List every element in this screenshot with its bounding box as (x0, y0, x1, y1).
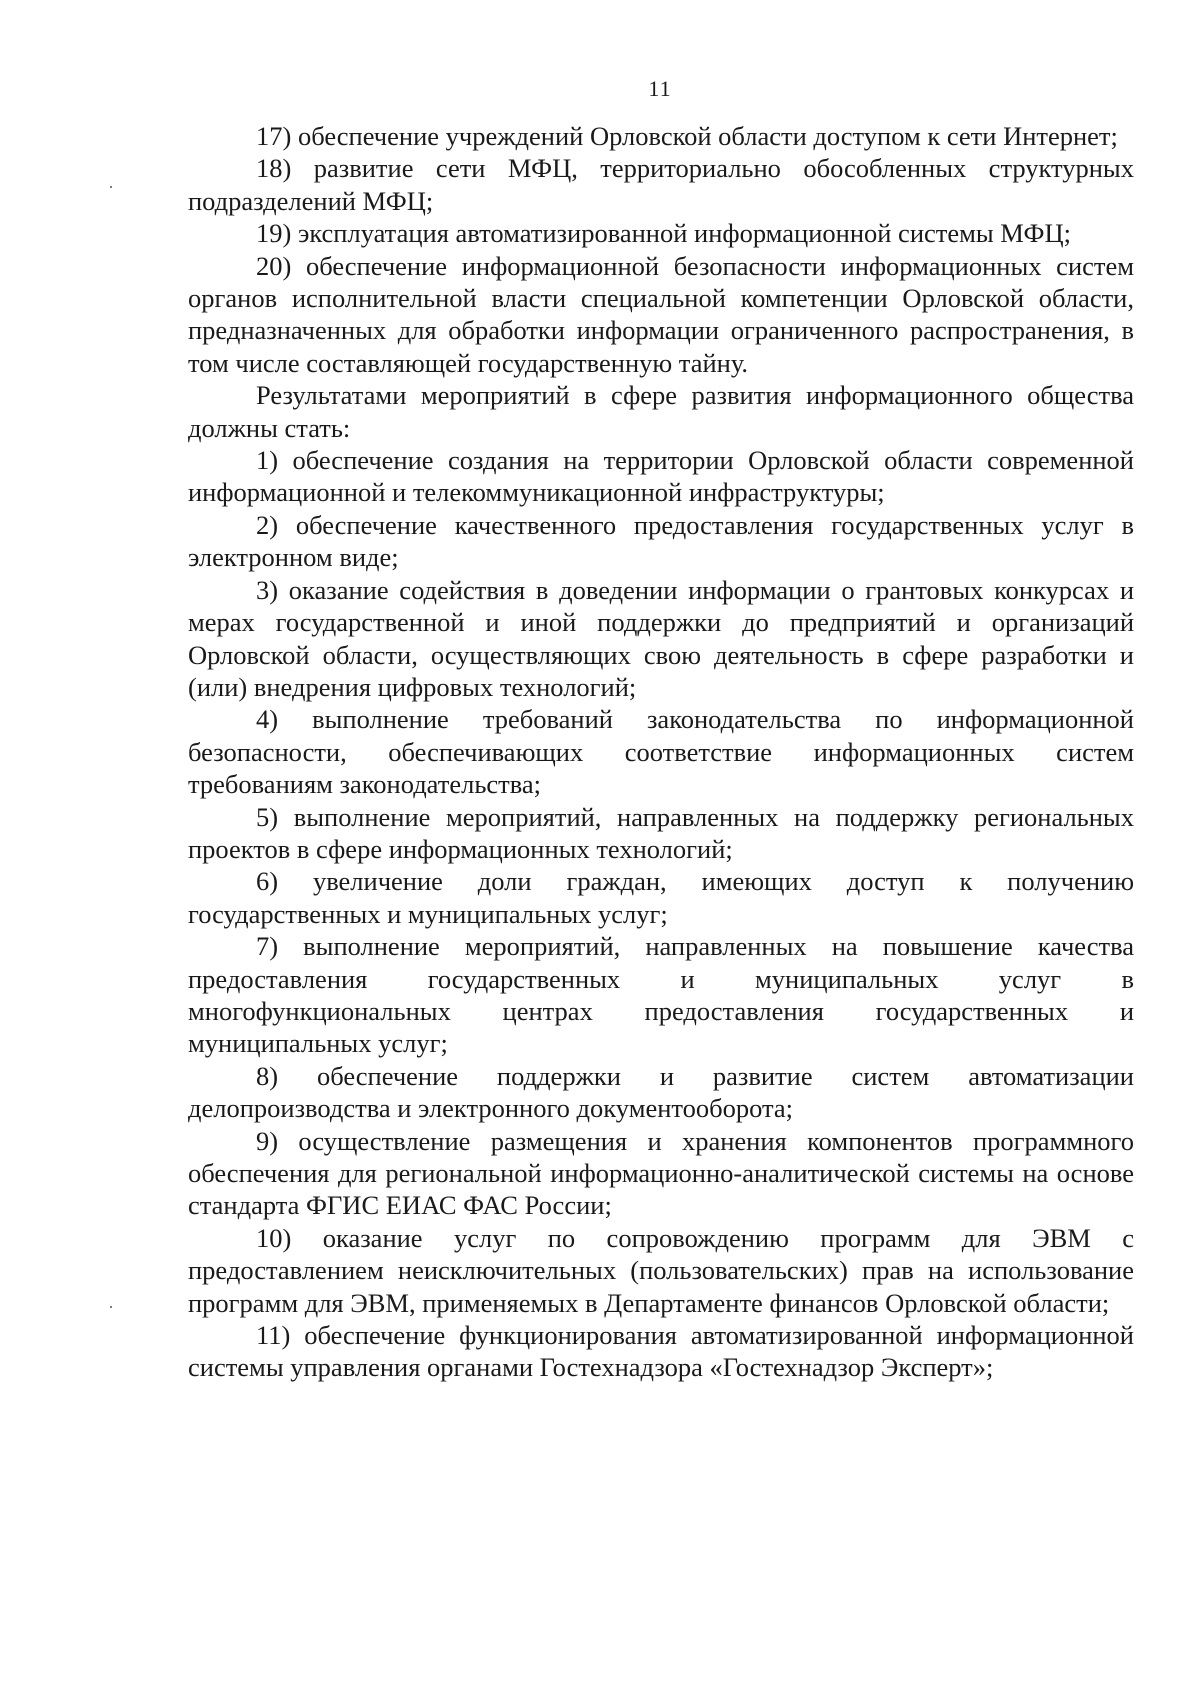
result-item-4: 4) выполнение требований законодательства по информационной безопасности, обеспечивающих соответствие информационных систем требованиям законодательства; (188, 704, 1134, 800)
result-item-11: 11) обеспечение функционирования автоматизированной информационной системы управления органами Гостехнадзора «Гостехнадзор Эксперт»; (188, 1320, 1134, 1383)
result-item-8: 8) обеспечение поддержки и развитие систем автоматизации делопроизводства и электронного документооборота; (188, 1060, 1134, 1124)
result-item-3: 3) оказание содействия в доведении информации о грантовых конкурсах и мерах государственной и иной поддержки до предприятий и организаций Орловской области, осуществляющих свою деятельность в сфере разработки и (или) внедрения цифровых технологий; (188, 574, 1134, 702)
result-item-2: 2) обеспечение качественного предоставления государственных услуг в электронном виде; (188, 509, 1134, 573)
result-item-1: 1) обеспечение создания на территории Орловской области современной информационной и телекоммуникационной инфраструктуры; (188, 445, 1134, 508)
paragraph-item-18: 18) развитие сети МФЦ, территориально обособленных структурных подразделений МФЦ; (188, 153, 1134, 216)
results-intro-paragraph: Результатами мероприятий в сфере развития информационного общества должны стать: (188, 380, 1134, 443)
page-number: 11 (648, 76, 672, 101)
scan-speck (110, 186, 112, 188)
paragraph-item-19: 19) эксплуатация автоматизированной информационной системы МФЦ; (256, 218, 1071, 249)
result-item-6: 6) увеличение доли граждан, имеющих доступ к получению государственных и муниципальных услуг; (188, 866, 1134, 929)
result-item-5: 5) выполнение мероприятий, направленных на поддержку региональных проектов в сфере информационных технологий; (188, 801, 1134, 864)
result-item-9: 9) осуществление размещения и хранения компонентов программного обеспечения для региональной информационно-аналитической системы на основе стандарта ФГИС ЕИАС ФАС России; (188, 1125, 1134, 1221)
paragraph-item-17: 17) обеспечение учреждений Орловской области доступом к сети Интернет; (256, 121, 1118, 151)
document-body (188, 120, 1134, 1384)
paragraph-item-20: 20) обеспечение информационной безопасности информационных систем органов исполнительной власти специальной компетенции Орловской области, предназначенных для обработки информации ограниченного распространения, в том числе составляющей государственную тайну. (188, 250, 1134, 378)
result-item-10: 10) оказание услуг по сопровождению программ для ЭВМ с предоставлением неисключительных (пользовательских) прав на использование программ для ЭВМ, применяемых в Департаменте финансов Орловской области; (188, 1222, 1134, 1318)
result-item-7: 7) выполнение мероприятий, направленных на повышение качества предоставления государственных и муниципальных услуг в многофункциональных центрах предоставления государственных и муниципальных услуг; (188, 931, 1134, 1059)
scan-speck (110, 1306, 112, 1308)
